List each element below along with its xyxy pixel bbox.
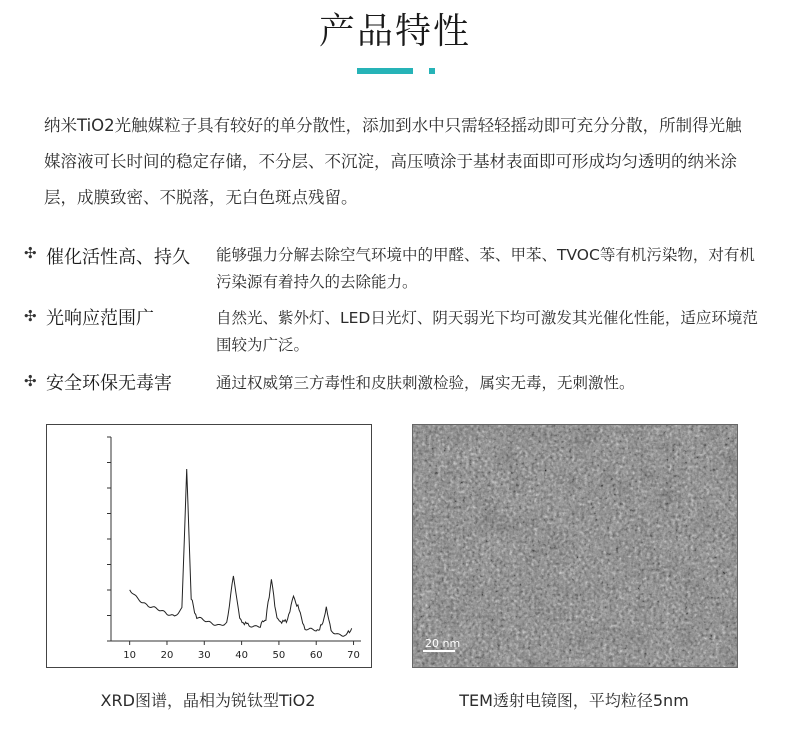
x-tick-label: 30 xyxy=(197,650,211,661)
xrd-series-line xyxy=(130,469,352,636)
feature-item xyxy=(24,305,764,365)
intro-paragraph: 纳米TiO2光触媒粒子具有较好的单分散性，添加到水中只需轻轻摇动即可充分分散，所制得光触媒溶液可长时间的稳定存储，不分层、不沉淀，高压喷涂于基材表面即可形成均匀透明的纳米涂层，成膜致密、不脱落，无白色斑点残留。 xyxy=(44,116,742,207)
x-tick-label: 70 xyxy=(347,650,360,661)
feature-item xyxy=(24,242,764,302)
feature-name: 安全环保无毒害 xyxy=(46,373,172,394)
x-tick-label: 50 xyxy=(272,650,286,661)
x-tick-label: 40 xyxy=(235,650,248,661)
feature-name: 催化活性高、持久 xyxy=(46,247,190,268)
x-tick-label: 60 xyxy=(309,650,323,661)
xrd-chart xyxy=(46,424,372,668)
feature-name: 光响应范围广 xyxy=(46,308,154,329)
tem-image xyxy=(412,424,738,668)
bullet-icon: ✣ xyxy=(24,372,37,390)
feature-desc: 能够强力分解去除空气环境中的甲醛、苯、甲苯、TVOC等有机污染物，对有机污染源有着持久的去除能力。 xyxy=(216,246,755,291)
title-underline-bar xyxy=(357,68,413,74)
x-tick-label: 10 xyxy=(123,650,137,661)
tem-caption: TEM透射电镜图，平均粒径5nm xyxy=(459,691,689,710)
xrd-caption: XRD图谱，晶相为锐钛型TiO2 xyxy=(100,691,316,710)
page-title: 产品特性 xyxy=(318,11,471,52)
feature-desc: 自然光、紫外灯、LED日光灯、阴天弱光下均可激发其光催化性能，适应环境范围较为广泛。 xyxy=(216,309,758,354)
tem-image-svg xyxy=(413,425,737,667)
bullet-icon: ✣ xyxy=(24,244,37,262)
x-tick-label: 20 xyxy=(160,650,174,661)
bullet-icon: ✣ xyxy=(24,307,37,325)
feature-item xyxy=(24,370,764,430)
title-underline-dot xyxy=(429,68,435,74)
scale-label: 20 nm xyxy=(425,637,461,650)
xrd-chart-svg xyxy=(47,425,371,667)
feature-desc: 通过权威第三方毒性和皮肤刺激检验，属实无毒，无刺激性。 xyxy=(216,374,635,392)
